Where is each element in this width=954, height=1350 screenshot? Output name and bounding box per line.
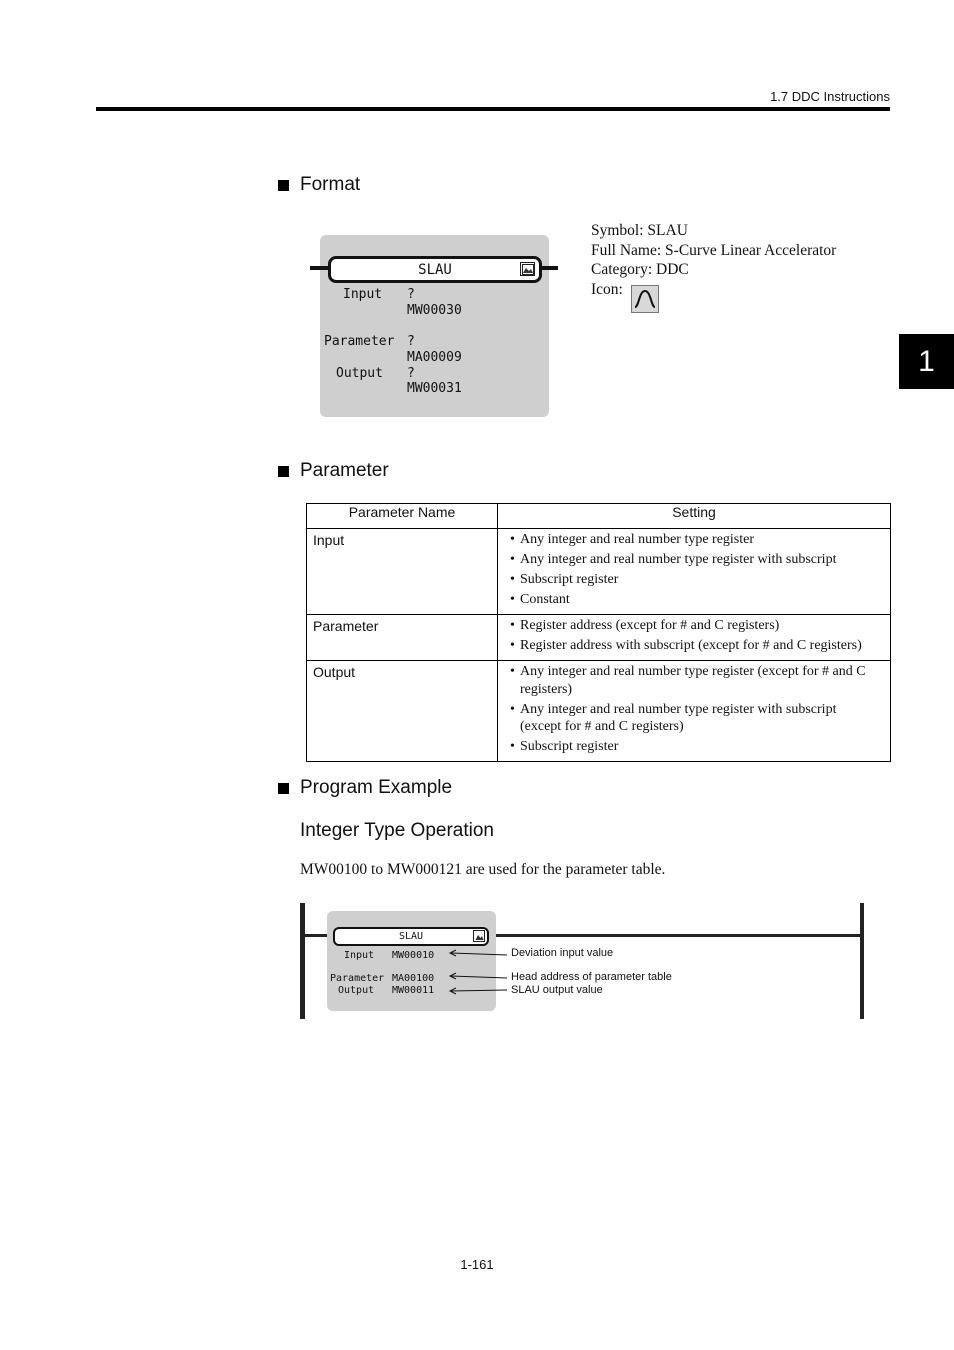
example-input-label: Input	[344, 950, 375, 961]
example-block-picture-icon	[473, 930, 485, 942]
example-block-titlebar	[333, 927, 489, 946]
bullet-square-icon	[278, 466, 289, 477]
column-header: Setting	[498, 504, 891, 529]
setting-item: • Any integer and real number type register with subscript	[510, 551, 880, 569]
info-category: Category: DDC	[591, 261, 689, 278]
setting-item: • Any integer and real number type register (except for # and C registers)	[510, 663, 880, 698]
block-output-label: Output	[336, 366, 383, 381]
right-rung-line	[487, 934, 860, 937]
integer-type-subheading: Integer Type Operation	[300, 820, 494, 841]
slau-format-block	[310, 235, 560, 420]
s-curve-icon	[631, 285, 659, 313]
parameter-table	[306, 503, 891, 762]
format-heading	[278, 174, 360, 196]
setting-item: • Subscript register	[510, 571, 880, 589]
setting-item: • Any integer and real number type register	[510, 531, 880, 549]
param-name-cell: Output	[307, 661, 498, 762]
info-symbol: Symbol: SLAU	[591, 222, 688, 239]
program-example-heading-text: Program Example	[300, 777, 453, 798]
arrow-line-parameter	[451, 976, 507, 978]
block-input-register: MW00030	[407, 303, 462, 318]
block-picture-icon	[520, 262, 535, 276]
annotation-output: SLAU output value	[511, 984, 603, 996]
example-block-title: SLAU	[398, 931, 424, 942]
section-header: 1.7 DDC Instructions	[770, 89, 890, 104]
annotation-parameter: Head address of parameter table	[511, 971, 672, 983]
column-header: Parameter Name	[307, 504, 498, 529]
left-power-rail	[300, 903, 305, 1019]
block-input-label: Input	[343, 287, 383, 302]
setting-item: • Subscript register	[510, 738, 880, 756]
block-parameter-placeholder: ?	[407, 334, 415, 349]
table-header-row	[307, 504, 891, 529]
info-icon-label: Icon:	[591, 280, 623, 298]
block-output-placeholder: ?	[407, 366, 415, 381]
annotation-input: Deviation input value	[511, 947, 614, 959]
parameter-heading-text: Parameter	[300, 460, 389, 481]
setting-item: • Register address with subscript (except for # and C registers)	[510, 637, 880, 655]
block-output-register: MW00031	[407, 381, 462, 396]
annotation-arrows	[445, 945, 511, 1000]
example-output-label: Output	[338, 985, 375, 996]
page-number: 1-161	[460, 1257, 494, 1272]
setting-item: • Any integer and real number type register with subscript (except for # and C registers)	[510, 701, 880, 736]
setting-item: • Constant	[510, 591, 880, 609]
instruction-info	[591, 221, 836, 299]
arrow-line-input	[451, 953, 507, 955]
param-name-cell: Input	[307, 529, 498, 615]
example-output-register: MW00011	[392, 985, 435, 996]
block-title: SLAU	[418, 261, 452, 278]
block-parameter-register: MA00009	[407, 350, 462, 365]
param-setting-cell	[498, 661, 891, 762]
table-row	[307, 615, 891, 661]
param-name-cell: Parameter	[307, 615, 498, 661]
block-input-placeholder: ?	[407, 287, 415, 302]
program-example-description: MW00100 to MW000121 are used for the parameter table.	[300, 861, 666, 878]
arrow-line-output	[451, 990, 507, 991]
left-connector	[310, 266, 330, 270]
parameter-heading	[278, 460, 389, 482]
setting-item: • Register address (except for # and C registers)	[510, 617, 880, 635]
program-example-heading	[278, 777, 452, 799]
info-full-name: Full Name: S-Curve Linear Accelerator	[591, 241, 837, 259]
param-setting-cell	[498, 615, 891, 661]
header-rule	[96, 107, 890, 111]
chapter-tab: 1	[899, 334, 954, 389]
example-parameter-register: MA00100	[392, 973, 435, 984]
block-parameter-label: Parameter	[324, 334, 395, 349]
example-input-register: MW00010	[392, 950, 435, 961]
bullet-square-icon	[278, 783, 289, 794]
right-power-rail	[860, 903, 864, 1019]
table-row	[307, 661, 891, 762]
table-row	[307, 529, 891, 615]
right-connector	[540, 266, 558, 270]
bullet-square-icon	[278, 180, 289, 191]
example-parameter-label: Parameter	[330, 973, 385, 984]
format-heading-text: Format	[300, 174, 361, 195]
param-setting-cell	[498, 529, 891, 615]
block-titlebar	[328, 256, 542, 283]
